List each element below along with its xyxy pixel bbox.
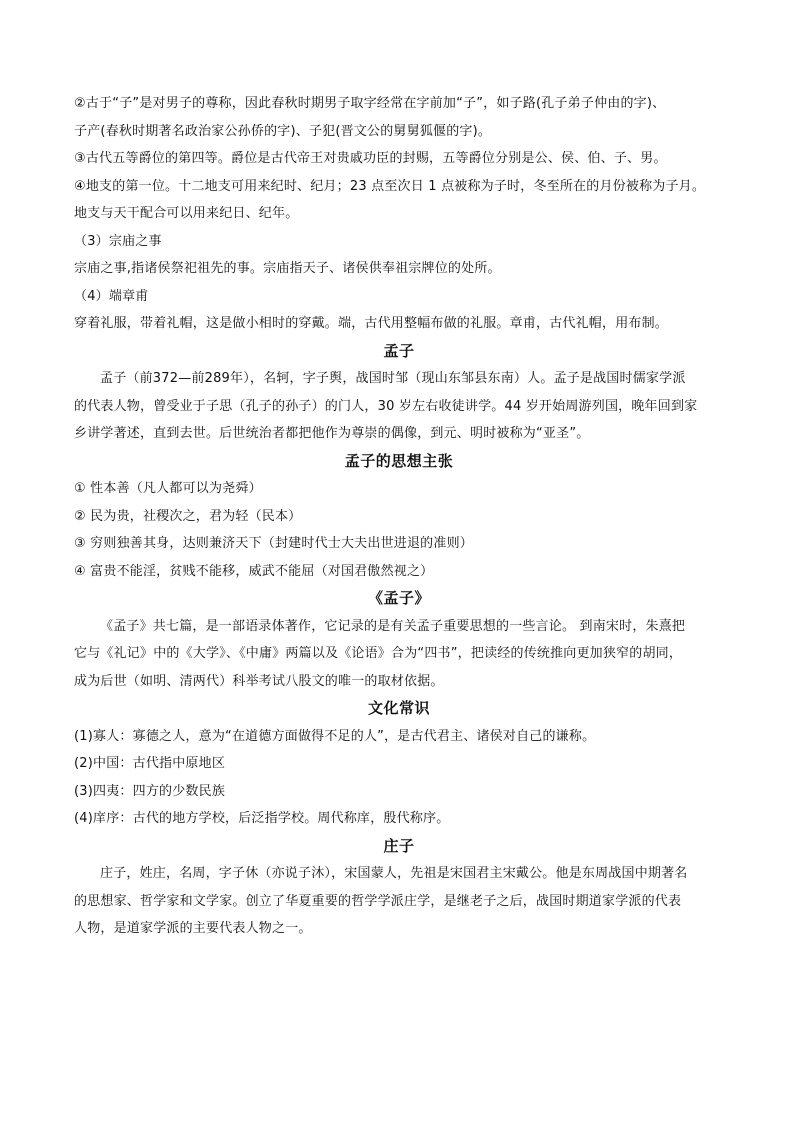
item4-title: （4）端章甫 xyxy=(74,288,149,304)
mencius-thought-heading: 孟子的思想主张 xyxy=(344,451,454,470)
zhuangzi-heading: 庄子 xyxy=(383,836,415,855)
culture-knowledge-section xyxy=(74,695,724,833)
document-page xyxy=(74,90,724,943)
mencius-heading: 孟子 xyxy=(383,341,415,360)
mencius-book-line-1: 《孟子》共七篇，是一部语录体著作，它记录的是有关孟子重要思想的一些言论。 到南宋时，朱熹把 xyxy=(100,618,686,634)
item3-title: （3）宗庙之事 xyxy=(74,233,162,249)
mencius-bio-line-2: 的代表人物，曾受业于子思（孔子的孙子）的门人，30 岁左右收徒讲学。44 岁开始周游列国，晚年回到家 xyxy=(74,398,698,414)
mencius-thought-section xyxy=(74,448,724,586)
mencius-bio-line-3: 乡讲学著述，直到去世。后世统治者都把他作为尊崇的偶像，到元、明时被称为“亚圣”。 xyxy=(74,426,590,441)
zi-note-line-2: 子产(春秋时期著名政治家公孙侨的字)、子犯(晋文公的舅舅狐偃的字)。 xyxy=(74,123,492,139)
zhuangzi-line-1: 庄子，姓庄，名周，字子休（亦说子沐），宋国蒙人，先祖是宋国君主宋戴公。他是东周战国中期著名 xyxy=(100,866,688,881)
zhuangzi-line-2: 的思想家、哲学家和文学家。创立了华夏重要的哲学学派庄学，是继老子之后，战国时期道家学派的代表 xyxy=(74,893,682,909)
thought-item-2: ② 民为贵，社稷次之，君为轻（民本） xyxy=(74,508,302,524)
culture-notes xyxy=(74,90,724,338)
branch-note-line-1: ④地支的第一位。十二地支可用来纪时、纪月；23 点至次日 1 点被称为子时，冬至所在的月份被称为子月。 xyxy=(74,178,706,194)
zhuangzi-line-3: 人物，是道家学派的主要代表人物之一。 xyxy=(74,921,312,936)
thought-item-3: ③ 穷则独善其身，达则兼济天下（封建时代士大夫出世进退的准则） xyxy=(74,536,473,551)
knowledge-item-1: (1)寡人：寡德之人，意为“在道德方面做得不足的人”，是古代君主、诸侯对自己的谦称。 xyxy=(74,728,596,744)
item3-text: 宗庙之事,指诸侯祭祀祖先的事。宗庙指天子、诸侯供奉祖宗牌位的处所。 xyxy=(74,261,501,276)
thought-item-1: ① 性本善（凡人都可以为尧舜） xyxy=(74,481,262,496)
branch-note-line-2: 地支与天干配合可以用来纪日、纪年。 xyxy=(74,206,299,221)
mencius-bio-line-1: 孟子（前372—前289年），名轲，字子舆，战国时邹（现山东邹县东南）人。孟子是战国时儒家学派 xyxy=(100,371,686,386)
mencius-book-section xyxy=(74,585,724,695)
zi-note-line-1: ②古于“子”是对男子的尊称，因此春秋时期男子取字经常在字前加“子”，如子路(孔子弟子仲由的字)、 xyxy=(74,96,666,111)
item4-text: 穿着礼服，带着礼帽，这是做小相时的穿戴。端，古代用整幅布做的礼服。章甫，古代礼帽，用布制。 xyxy=(74,316,669,331)
mencius-book-heading: 《孟子》 xyxy=(367,589,430,607)
thought-item-4: ④ 富贵不能淫，贫贱不能移，威武不能屈（对国君傲然视之） xyxy=(74,563,434,579)
mencius-book-line-3: 成为后世（如明、清两代）科举考试八股文的唯一的取材依据。 xyxy=(74,673,444,689)
culture-knowledge-heading: 文化常识 xyxy=(367,699,430,717)
mencius-book-line-2: 它与《礼记》中的《大学》、《中庸》两篇以及《论语》合为“四书”，把读经的传统推向更加狭窄的胡同， xyxy=(74,646,683,661)
knowledge-item-2: (2)中国：古代指中原地区 xyxy=(74,756,226,771)
zhuangzi-section xyxy=(74,833,724,943)
rank-note: ③古代五等爵位的第四等。爵位是古代帝王对贵戚功臣的封赐，五等爵位分别是公、侯、伯、子、男。 xyxy=(74,151,667,166)
knowledge-item-4: (4)庠序：古代的地方学校，后泛指学校。周代称庠，殷代称序。 xyxy=(74,811,450,826)
mencius-bio-section xyxy=(74,338,724,448)
knowledge-item-3: (3)四夷：四方的少数民族 xyxy=(74,783,226,799)
